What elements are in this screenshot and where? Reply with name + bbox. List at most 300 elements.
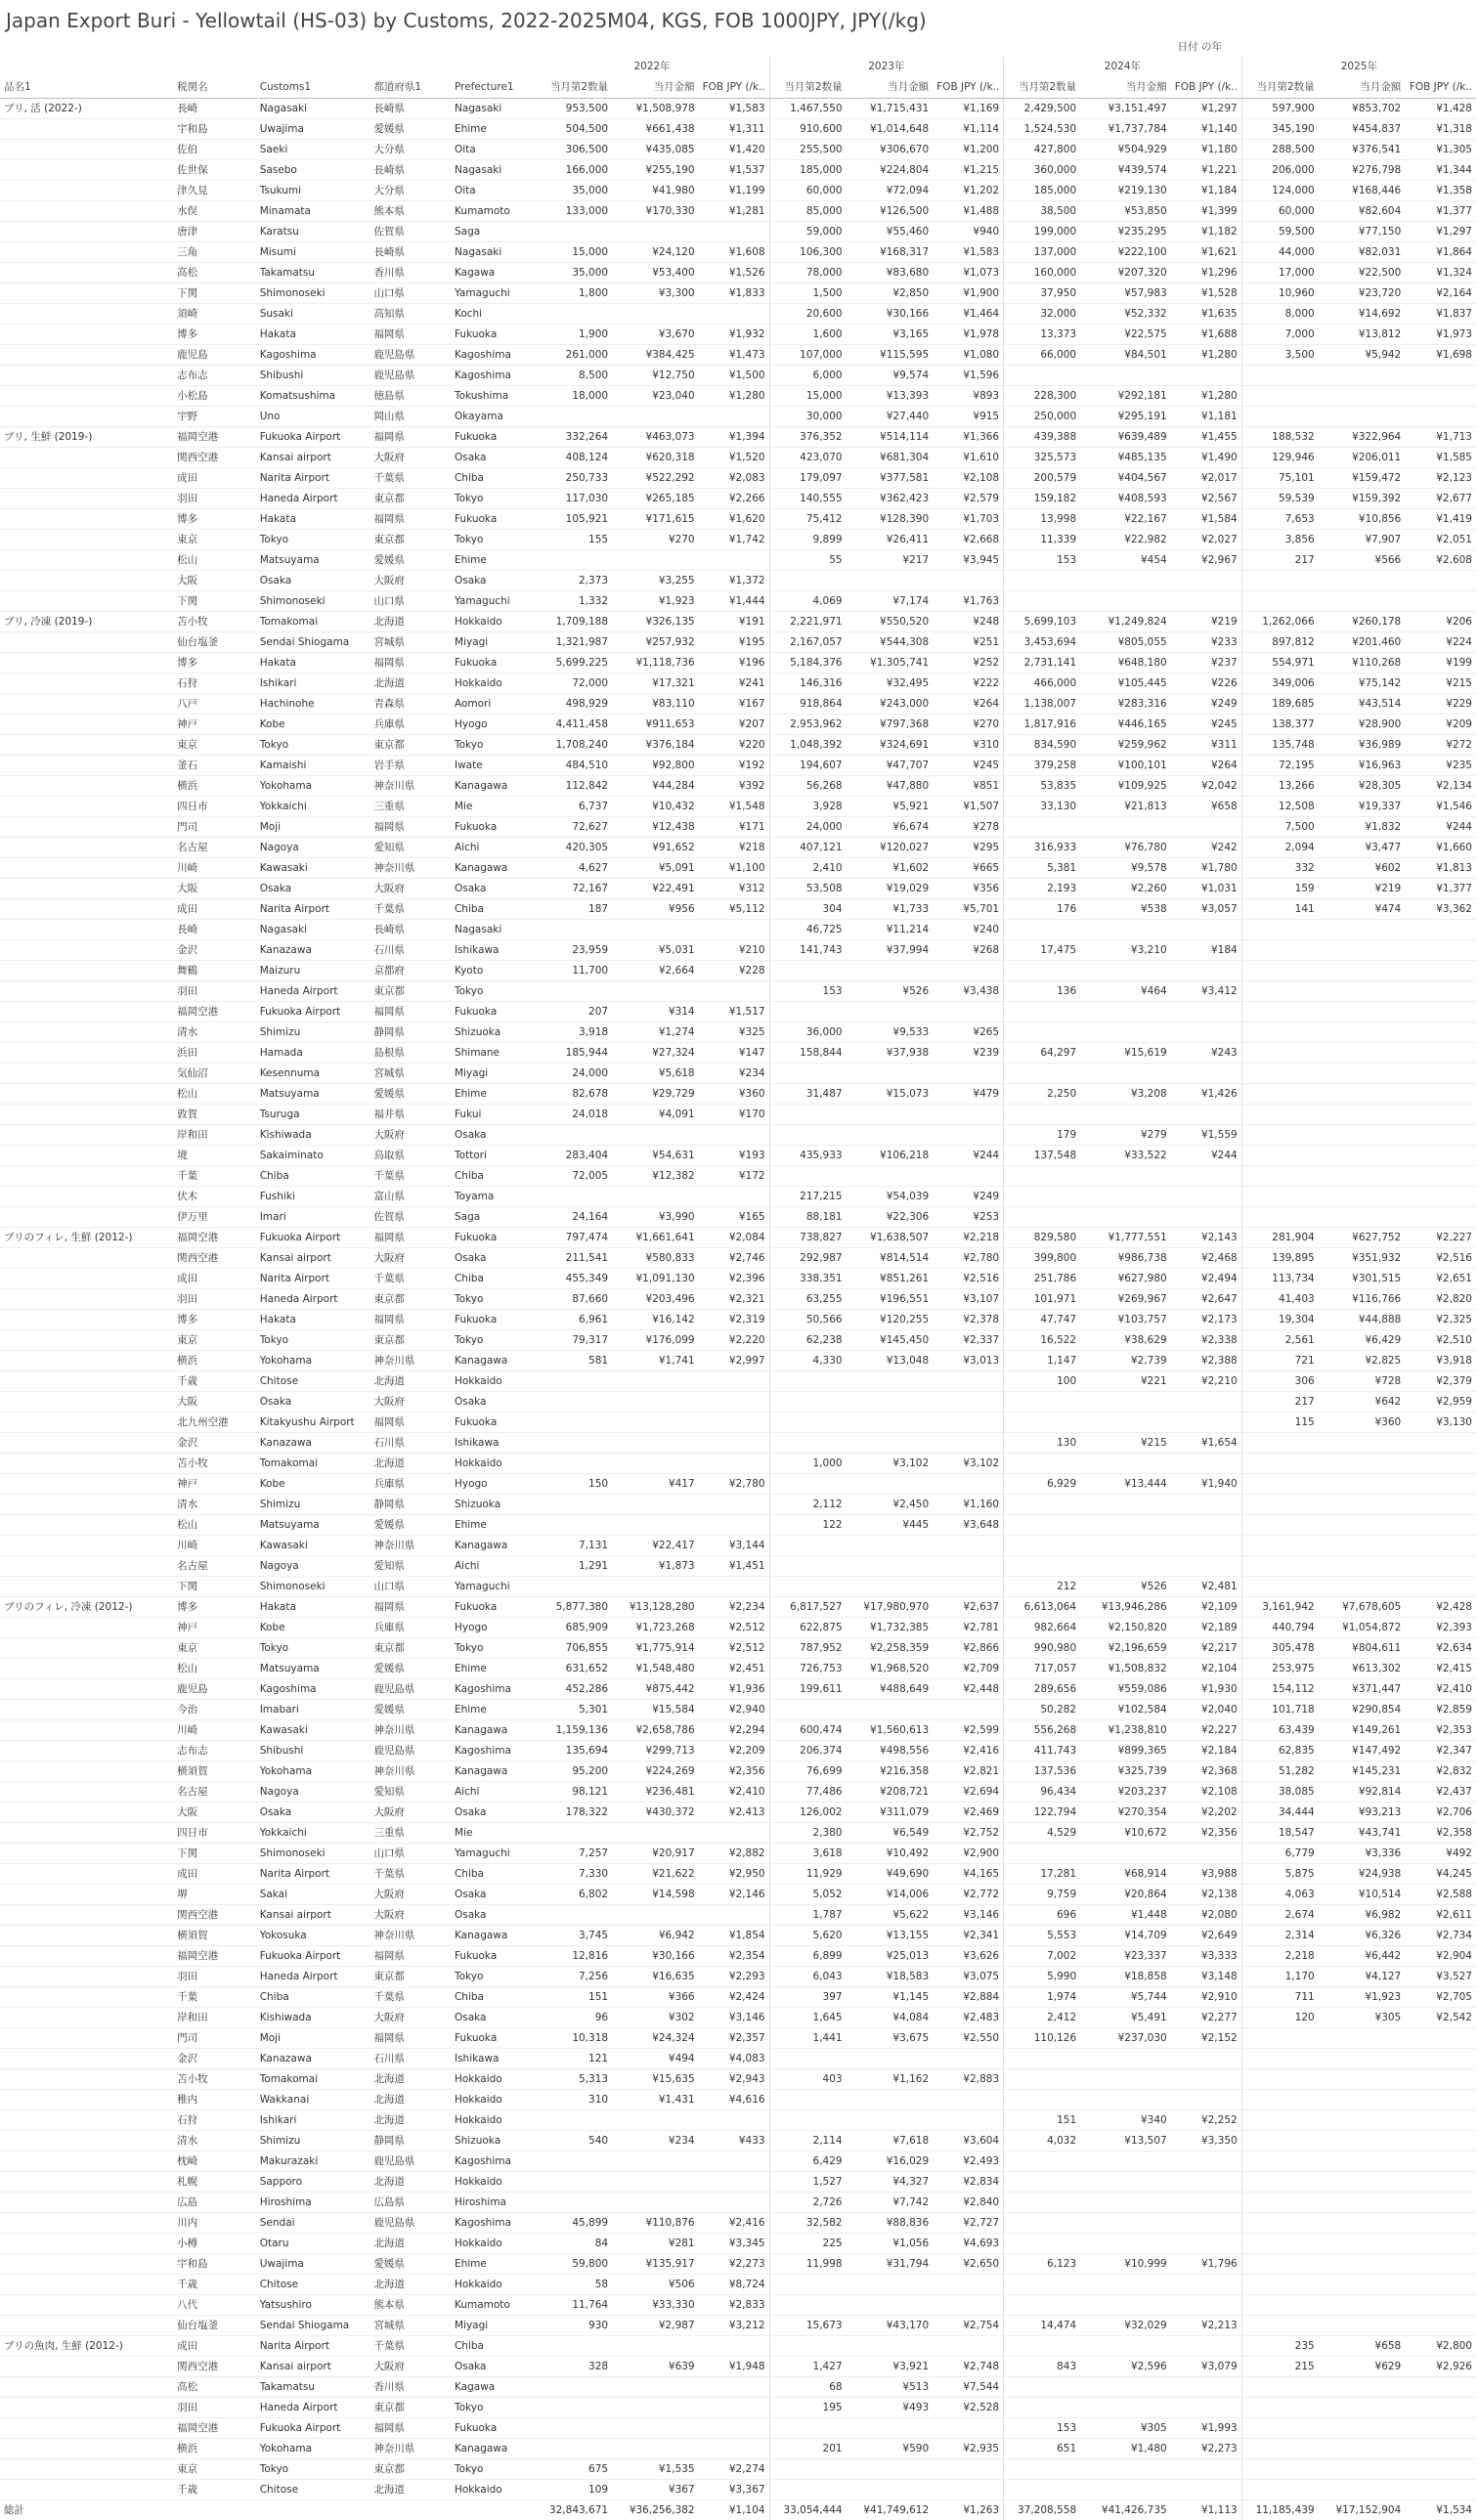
value-cell [1319,1002,1406,1022]
value-cell: ¥2,084 [699,1228,769,1248]
prefecture-en: Kagoshima [451,1679,536,1700]
product-name [0,304,173,325]
value-cell [699,1823,769,1844]
value-cell: ¥18,858 [1080,1967,1171,1987]
prefecture-en: Shizuoka [451,1022,536,1043]
prefecture-en: Fukuoka [451,1597,536,1618]
value-cell: ¥3,527 [1405,1967,1476,1987]
product-name [0,1187,173,1207]
value-cell: ¥128,390 [847,509,934,530]
prefecture-jp: 三重県 [370,1823,451,1844]
value-cell [699,2193,769,2213]
value-cell: 717,057 [1004,1659,1081,1679]
value-cell: ¥2,709 [933,1659,1003,1679]
value-cell: 484,510 [536,756,613,776]
customs-jp: 福岡空港 [173,427,256,448]
value-cell: ¥206,011 [1319,448,1406,468]
value-cell: ¥2,338 [1171,1330,1241,1351]
value-cell: ¥1,796 [1171,2254,1241,2275]
prefecture-jp: 福岡県 [370,817,451,838]
value-cell [1405,1536,1476,1556]
value-cell: ¥53,850 [1080,201,1171,222]
table-row [0,2459,1476,2480]
value-cell: 34,444 [1241,1803,1319,1823]
customs-jp: 東京 [173,735,256,756]
value-cell: 787,952 [769,1638,847,1659]
prefecture-en: Kanagawa [451,1720,536,1741]
table-row [0,1269,1476,1289]
table-row [0,1761,1476,1782]
value-cell: ¥1,833 [699,283,769,304]
value-cell: ¥1,444 [699,591,769,612]
customs-en: Matsuyama [256,1515,370,1536]
value-cell: 153 [769,981,847,1002]
value-cell: ¥218 [699,838,769,858]
value-cell [1080,1002,1171,1022]
value-cell: ¥253 [933,1207,1003,1228]
value-cell [1080,1844,1171,1864]
value-cell: ¥7,678,605 [1319,1597,1406,1618]
value-cell: ¥120,027 [847,838,934,858]
value-cell: ¥53,400 [612,263,699,283]
value-cell: ¥12,750 [612,366,699,386]
value-cell: ¥244 [1171,1146,1241,1166]
prefecture-en: Kanagawa [451,1926,536,1946]
value-cell [1241,2069,1319,2090]
customs-en: Kanazawa [256,2049,370,2069]
value-cell: ¥16,635 [612,1967,699,1987]
customs-jp: 苫小牧 [173,1454,256,1474]
value-cell: ¥191 [699,612,769,632]
customs-en: Hakata [256,1597,370,1618]
prefecture-jp: 東京都 [370,489,451,509]
value-cell: 217,215 [769,1187,847,1207]
value-cell: ¥514,114 [847,427,934,448]
value-cell: ¥265 [933,1022,1003,1043]
value-cell [769,2275,847,2295]
value-cell: ¥149,261 [1319,1720,1406,1741]
table-row [0,571,1476,591]
product-name [0,2172,173,2193]
value-cell [1405,1022,1476,1043]
value-cell: ¥2,694 [933,1782,1003,1803]
customs-jp: 松山 [173,1515,256,1536]
value-cell: ¥538 [1080,899,1171,920]
value-cell: 199,000 [1004,222,1081,242]
value-cell [536,1515,613,1536]
prefecture-jp: 愛知県 [370,1782,451,1803]
value-cell: ¥3,988 [1171,1864,1241,1885]
value-cell: ¥219 [1171,612,1241,632]
table-row [0,99,1476,119]
value-cell [933,1577,1003,1597]
value-cell: 581 [536,1351,613,1371]
customs-en: Kanazawa [256,940,370,961]
prefecture-en: Osaka [451,2008,536,2028]
value-cell: ¥613,302 [1319,1659,1406,1679]
value-cell: 1,900 [536,325,613,345]
product-name [0,940,173,961]
value-cell: ¥305 [1319,2008,1406,2028]
value-cell [1405,2398,1476,2418]
table-row [0,2131,1476,2151]
value-cell [1241,2377,1319,2398]
table-row [0,1002,1476,1022]
value-cell: 408,124 [536,448,613,468]
value-cell: ¥2,754 [933,2316,1003,2336]
value-cell: ¥1,703 [933,509,1003,530]
value-cell: ¥851,261 [847,1269,934,1289]
product-name [0,1782,173,1803]
value-cell: 292,987 [769,1248,847,1269]
value-cell: ¥217 [847,550,934,571]
value-cell: ¥47,880 [847,776,934,797]
product-name [0,776,173,797]
value-cell: ¥851 [933,776,1003,797]
value-cell: 5,699,225 [536,653,613,673]
value-cell: 498,929 [536,694,613,715]
value-cell: 10,960 [1241,283,1319,304]
table-row [0,1084,1476,1105]
value-cell [933,2336,1003,2357]
value-cell: 360,000 [1004,160,1081,181]
prefecture-en: Hokkaido [451,612,536,632]
value-cell: ¥1,560,613 [847,1720,934,1741]
prefecture-jp: 宮城県 [370,2316,451,2336]
value-cell: ¥2,781 [933,1618,1003,1638]
value-cell: 189,685 [1241,694,1319,715]
value-cell: ¥1,584 [1171,509,1241,530]
value-cell [1004,920,1081,940]
value-cell: ¥159,472 [1319,468,1406,489]
value-cell [1080,2459,1171,2480]
table-row [0,797,1476,817]
customs-en: Haneda Airport [256,1289,370,1310]
product-name [0,756,173,776]
value-cell: ¥1,635 [1171,304,1241,325]
product-name [0,181,173,201]
value-cell: ¥1,145 [847,1987,934,2008]
prefecture-en: Toyama [451,1187,536,1207]
value-cell: ¥2,512 [699,1638,769,1659]
value-cell: 5,301 [536,1700,613,1720]
prefecture-jp: 兵庫県 [370,715,451,735]
value-cell: 1,800 [536,283,613,304]
table-row [0,1454,1476,1474]
value-cell: ¥208,721 [847,1782,934,1803]
value-cell: ¥1,608 [699,242,769,263]
value-cell: 3,928 [769,797,847,817]
value-cell: 397 [769,1987,847,2008]
prefecture-en: Ehime [451,1659,536,1679]
value-cell [1171,571,1241,591]
prefecture-en: Ehime [451,1700,536,1720]
total-value: ¥1,534 [1405,2500,1476,2520]
value-cell: ¥3,057 [1171,899,1241,920]
value-cell: ¥224,269 [612,1761,699,1782]
prefecture-en: Saga [451,1207,536,1228]
value-cell: ¥7,544 [933,2377,1003,2398]
value-cell [1171,920,1241,940]
prefecture-jp: 北海道 [370,2172,451,2193]
value-cell: 2,674 [1241,1905,1319,1926]
value-cell: ¥3,212 [699,2316,769,2336]
value-cell: 399,800 [1004,1248,1081,1269]
value-cell: 187 [536,899,613,920]
value-cell: 982,664 [1004,1618,1081,1638]
value-cell: 2,726 [769,2193,847,2213]
customs-en: Misumi [256,242,370,263]
customs-en: Uno [256,407,370,427]
value-cell: ¥602 [1319,858,1406,879]
value-cell: ¥3,412 [1171,981,1241,1002]
customs-jp: 須崎 [173,304,256,325]
value-cell [769,2418,847,2439]
value-cell: 30,000 [769,407,847,427]
customs-en: Chitose [256,2480,370,2500]
prefecture-jp: 大阪府 [370,1885,451,1905]
data-table [0,37,1476,2520]
product-name [0,2090,173,2110]
table-row [0,2110,1476,2131]
value-cell: ¥30,166 [612,1946,699,1967]
prefecture-jp: 青森県 [370,694,451,715]
product-name [0,2193,173,2213]
value-cell: ¥2,104 [1171,1659,1241,1679]
customs-jp: 石狩 [173,2110,256,2131]
value-cell: ¥2,260 [1080,879,1171,899]
value-cell: 2,193 [1004,879,1081,899]
value-cell: ¥11,214 [847,920,934,940]
customs-jp: 境 [173,1146,256,1166]
customs-en: Yokkaichi [256,1823,370,1844]
value-cell: ¥281 [612,2234,699,2254]
value-cell: 6,779 [1241,1844,1319,1864]
value-cell [1004,2275,1081,2295]
value-cell [699,304,769,325]
customs-jp: 千歳 [173,1371,256,1392]
value-cell [1080,1515,1171,1536]
value-cell: ¥2,428 [1405,1597,1476,1618]
value-cell: 1,645 [769,2008,847,2028]
customs-jp: 川内 [173,2213,256,2234]
customs-jp: 関西空港 [173,1905,256,1926]
total-value: 11,185,439 [1241,2500,1319,2520]
value-cell [1004,1166,1081,1187]
value-cell: ¥2,368 [1171,1761,1241,1782]
value-cell [1405,1146,1476,1166]
table-row [0,489,1476,509]
value-cell [933,961,1003,981]
value-cell: 100 [1004,1371,1081,1392]
value-cell: 5,052 [769,1885,847,1905]
value-cell [1241,2398,1319,2418]
value-cell [1319,1577,1406,1597]
value-cell: ¥233 [1171,632,1241,653]
table-row [0,1433,1476,1454]
value-cell [1319,2028,1406,2049]
table-row [0,1659,1476,1679]
table-row [0,673,1476,694]
table-row [0,222,1476,242]
value-cell: ¥2,859 [1405,1700,1476,1720]
value-cell [1171,1495,1241,1515]
customs-en: Hiroshima [256,2193,370,2213]
prefecture-jp: 広島県 [370,2193,451,2213]
prefecture-en: Hyogo [451,1474,536,1495]
table-row [0,1864,1476,1885]
value-cell: ¥244 [933,1146,1003,1166]
value-cell: ¥1,324 [1405,263,1476,283]
prefecture-en: Kagoshima [451,2213,536,2234]
customs-en: Kansai airport [256,1248,370,1269]
customs-jp: 千葉 [173,1166,256,1187]
value-cell: 117,030 [536,489,613,509]
table-row [0,1146,1476,1166]
value-cell: 721 [1241,1351,1319,1371]
customs-en: Sendai Shiogama [256,632,370,653]
product-name [0,1495,173,1515]
value-cell: 153 [1004,550,1081,571]
value-cell: ¥251 [933,632,1003,653]
row-header: Customs1 [256,76,370,99]
value-cell [1319,2254,1406,2275]
product-name [0,1269,173,1289]
value-cell: 7,653 [1241,509,1319,530]
value-cell [1319,1515,1406,1536]
value-cell [769,1064,847,1084]
prefecture-en: Osaka [451,1885,536,1905]
product-name [0,2418,173,2439]
value-cell: 651 [1004,2439,1081,2459]
prefecture-en: Ehime [451,1084,536,1105]
value-cell: 15,673 [769,2316,847,2336]
value-cell: 85,000 [769,201,847,222]
prefecture-jp: 北海道 [370,1371,451,1392]
customs-jp: 宇和島 [173,2254,256,2275]
total-value: ¥1,104 [699,2500,769,2520]
value-cell [1319,591,1406,612]
product-name [0,1536,173,1556]
prefecture-jp: 福岡県 [370,1310,451,1330]
value-cell [1080,1166,1171,1187]
total-value: ¥41,426,735 [1080,2500,1171,2520]
value-cell: 141,743 [769,940,847,961]
customs-en: Kagoshima [256,345,370,366]
prefecture-en: Fukuoka [451,653,536,673]
prefecture-jp: 大阪府 [370,2008,451,2028]
customs-en: Hakata [256,1310,370,1330]
customs-jp: 宇野 [173,407,256,427]
value-cell: 1,147 [1004,1351,1081,1371]
prefecture-en: Tokyo [451,735,536,756]
value-cell: ¥1,344 [1405,160,1476,181]
value-cell: ¥2,599 [933,1720,1003,1741]
customs-en: Minamata [256,201,370,222]
customs-en: Sendai [256,2213,370,2234]
value-cell: ¥2,273 [1171,2439,1241,2459]
value-cell: ¥7,618 [847,2131,934,2151]
value-cell [1004,2049,1081,2069]
value-cell [1171,1556,1241,1577]
value-cell: ¥2,649 [1171,1926,1241,1946]
prefecture-en: Ishikawa [451,940,536,961]
value-cell: 50,566 [769,1310,847,1330]
value-cell [1080,2151,1171,2172]
value-cell: 2,380 [769,1823,847,1844]
prefecture-jp: 神奈川県 [370,1761,451,1782]
value-cell: ¥1,777,551 [1080,1228,1171,1248]
customs-jp: 福岡空港 [173,1228,256,1248]
prefecture-jp: 山口県 [370,283,451,304]
value-cell: 427,800 [1004,140,1081,160]
value-cell: ¥22,417 [612,1536,699,1556]
value-cell: 9,759 [1004,1885,1081,1905]
product-name: ブリ, 生鮮 (2019-) [0,427,173,448]
value-cell: 179 [1004,1125,1081,1146]
value-cell [1319,1433,1406,1454]
value-cell: 47,747 [1004,1310,1081,1330]
product-name [0,879,173,899]
value-cell [1171,1022,1241,1043]
value-cell: ¥360 [699,1084,769,1105]
value-cell [1319,940,1406,961]
value-cell: ¥72,094 [847,181,934,201]
value-cell: 403 [769,2069,847,2090]
value-cell [1004,817,1081,838]
value-cell [1405,1474,1476,1495]
value-cell: ¥1,202 [933,181,1003,201]
value-cell: ¥15,635 [612,2069,699,2090]
value-cell [1080,961,1171,981]
value-cell: ¥22,500 [1319,263,1406,283]
customs-en: Tsukumi [256,181,370,201]
value-cell: 6,123 [1004,2254,1081,2275]
product-name [0,1761,173,1782]
value-cell: ¥2,664 [612,961,699,981]
value-cell [1171,2069,1241,2090]
customs-en: Uwajima [256,2254,370,2275]
product-name [0,489,173,509]
value-cell: 1,524,530 [1004,119,1081,140]
value-cell: ¥192 [699,756,769,776]
product-name [0,2357,173,2377]
table-row [0,1782,1476,1803]
value-cell: ¥1,305,741 [847,653,934,673]
value-cell [1241,1433,1319,1454]
customs-en: Hakata [256,509,370,530]
value-cell [1319,1556,1406,1577]
value-cell: 59,000 [769,222,847,242]
product-name [0,1618,173,1638]
value-cell [612,1392,699,1412]
customs-en: Ishikari [256,2110,370,2131]
prefecture-jp: 石川県 [370,940,451,961]
measure-header: 当月金額 [847,76,934,99]
value-cell: 53,508 [769,879,847,899]
table-row [0,2357,1476,2377]
prefecture-en: Aichi [451,1782,536,1803]
value-cell: ¥171,615 [612,509,699,530]
year-header: 2022年 [536,57,770,76]
value-cell [1080,1556,1171,1577]
value-cell: ¥2,051 [1405,530,1476,550]
value-cell: ¥1,559 [1171,1125,1241,1146]
value-cell [699,1454,769,1474]
value-cell: ¥2,218 [933,1228,1003,1248]
prefecture-en: Tokyo [451,489,536,509]
value-cell: 423,070 [769,448,847,468]
